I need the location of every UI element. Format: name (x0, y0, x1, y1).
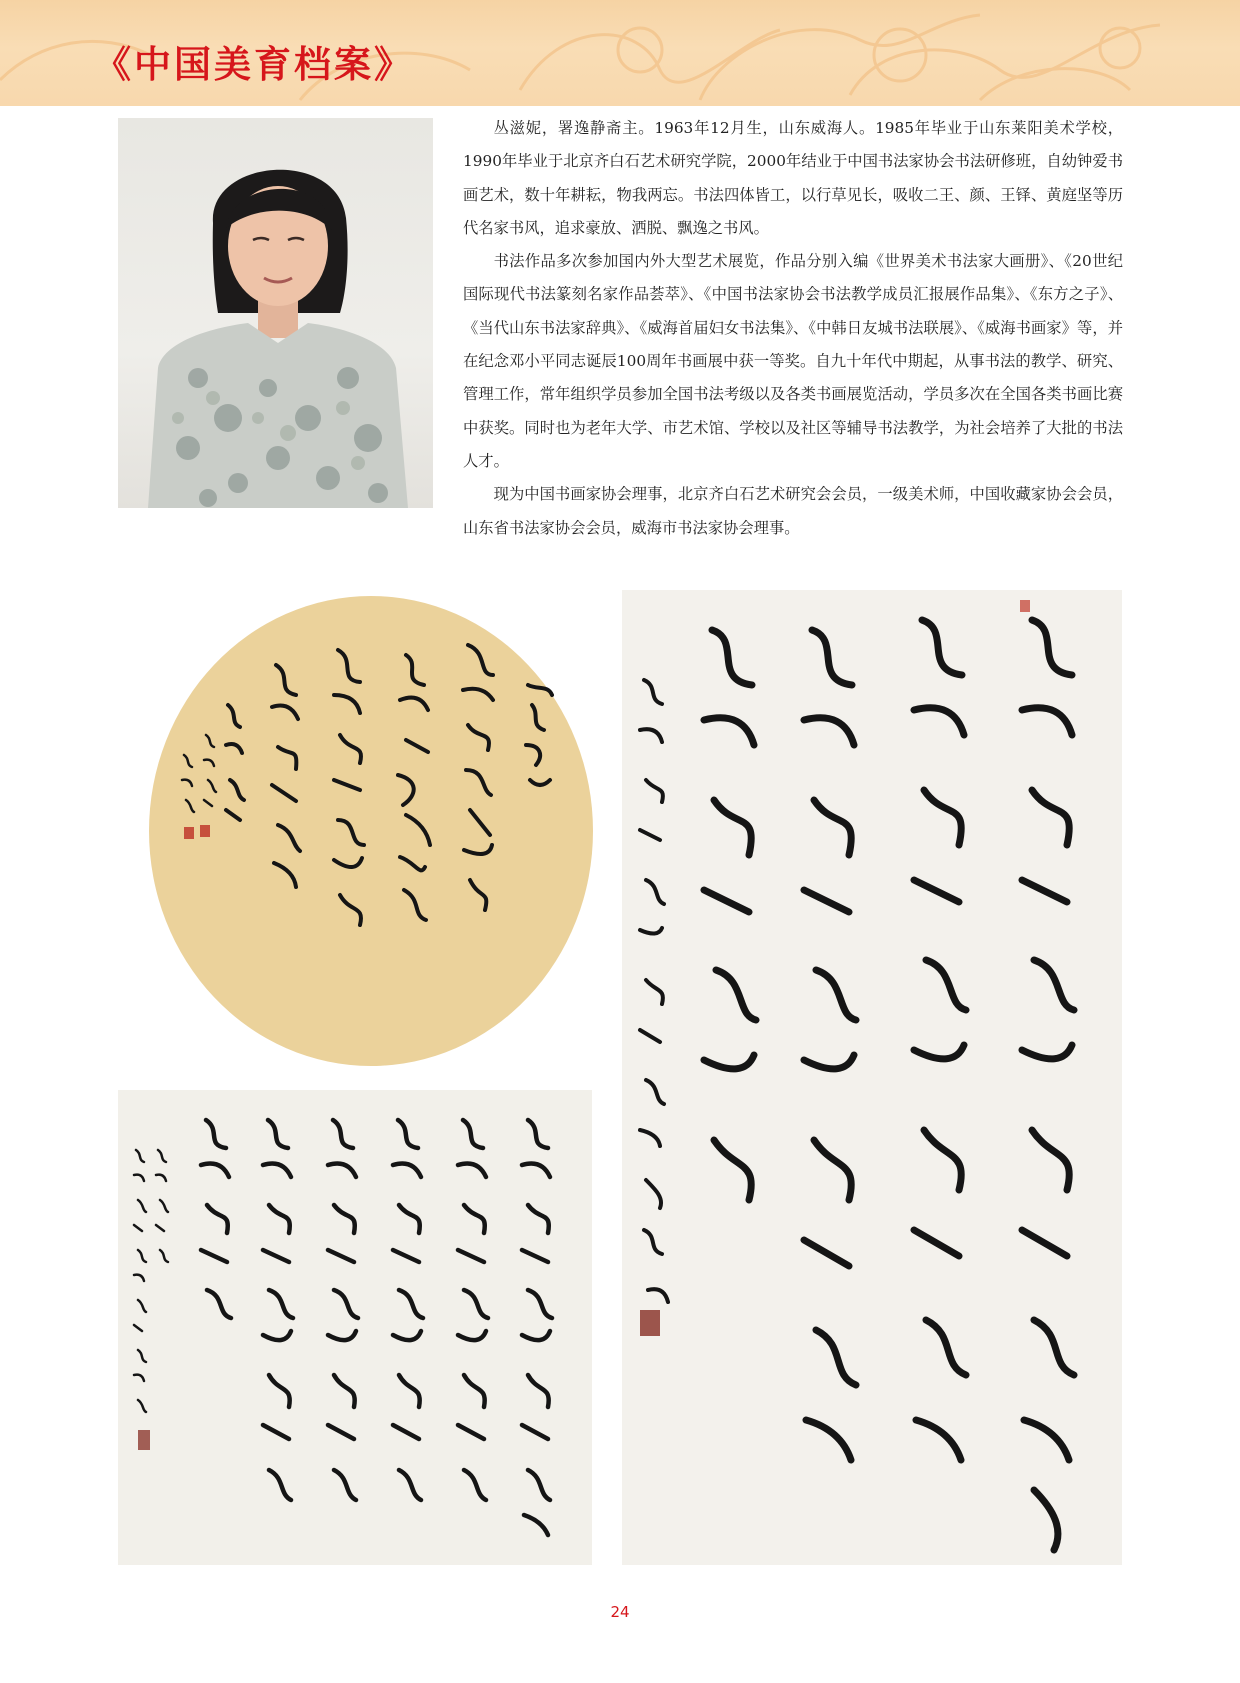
artist-portrait-photo (118, 118, 433, 508)
calligraphy-vertical-scroll (622, 590, 1122, 1565)
page-number: 24 (610, 1603, 630, 1621)
header-banner (0, 0, 1240, 106)
bio-paragraph-3: 现为中国书画家协会理事，北京齐白石艺术研究会会员，一级美术师，中国收藏家协会会员，山东省书法家协会会员，威海市书法家协会理事。 (463, 485, 1123, 537)
calligraphy-round-fan (148, 595, 594, 1067)
calligraphy-square (118, 1090, 592, 1565)
bio-paragraph-1: 丛滋妮，署逸静斋主。1963年12月生，山东威海人。1985年毕业于山东莱阳美术学校，1990年毕业于北京齐白石艺术研究学院，2000年结业于中国书法家协会书法研修班，自幼钟爱书画艺术，数十年耕耘，物我两忘。书法四体皆工，以行草见长，吸收二王、颜、王铎、黄庭坚等历代名家书风，追求豪放、洒脱、飘逸之书风。 (463, 119, 1123, 237)
artist-biography (463, 112, 1123, 545)
seal-stamp-icon (200, 825, 210, 837)
publication-title: 《中国美育档案》 (94, 42, 414, 86)
bio-paragraph-2: 书法作品多次参加国内外大型艺术展览，作品分别入编《世界美术书法家大画册》、《20世纪国际现代书法篆刻名家作品荟萃》、《中国书法家协会书法教学成员汇报展作品集》、《东方之子》、《当代山东书法家辞典》、《威海首届妇女书法集》、《中韩日友城书法联展》、《威海书画家》等，并在纪念邓小平同志诞辰100周年书画展中获一等奖。自九十年代中期起，从事书法的教学、研究、管理工作，常年组织学员参加全国书法考级以及各类书画展览活动，学员多次在全国各类书画比赛中获奖。同时也为老年大学、市艺术馆、学校以及社区等辅导书法教学，为社会培养了大批的书法人才。 (463, 252, 1123, 470)
